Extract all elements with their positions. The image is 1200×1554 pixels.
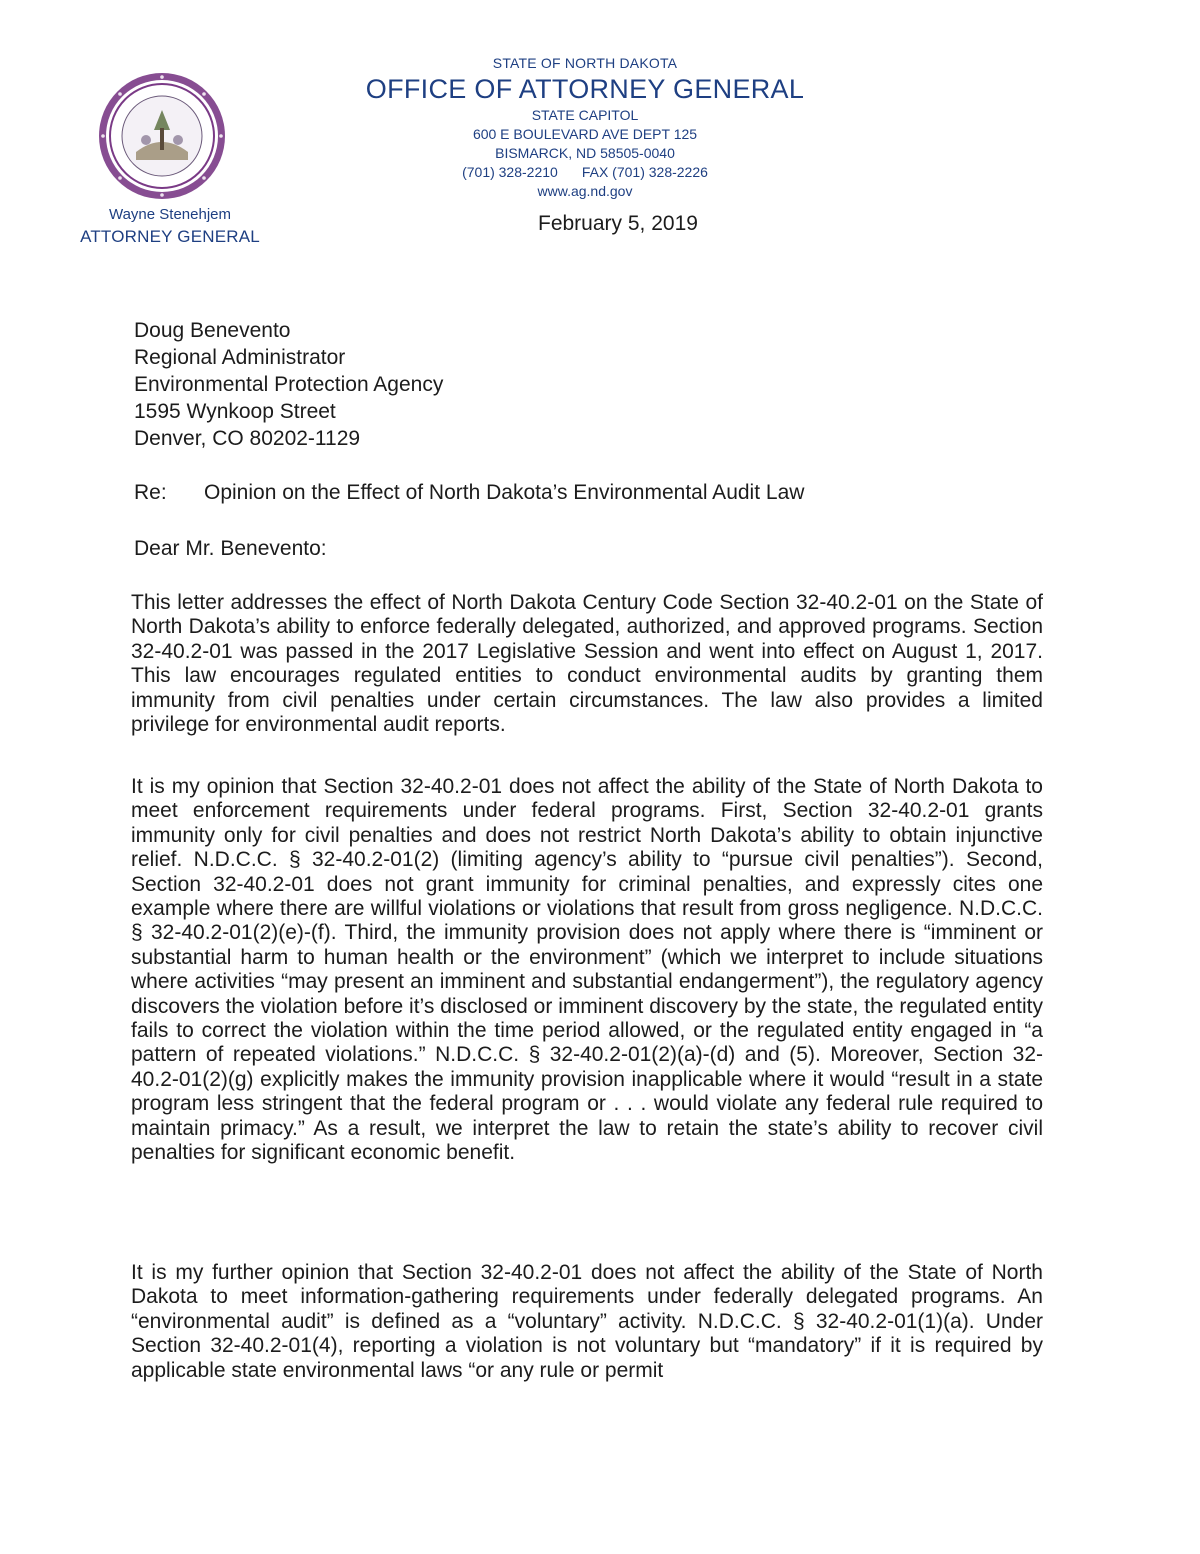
letterhead-office: OFFICE OF ATTORNEY GENERAL bbox=[365, 74, 805, 104]
addressee-line: Environmental Protection Agency bbox=[134, 373, 444, 396]
body-paragraph: This letter addresses the effect of North Dakota Century Code Section 32-40.2-01 on the State of North Dakota’s ability to enforce federally delegated, authorized, and approved programs. Section 32-40.2-01 was passed in the 2017 Legislative Session and went into effect on August 1, 2017. This law encourages regulated entities to conduct environmental audits by granting them immunity from civil penalties under certain circumstances. The law also provides a limited privilege for environmental audit reports. bbox=[131, 591, 1043, 737]
attorney-general-block bbox=[40, 204, 300, 248]
subject-text: Opinion on the Effect of North Dakota’s Environmental Audit Law bbox=[204, 481, 805, 504]
addressee-line: Doug Benevento bbox=[134, 319, 291, 342]
letterhead-website: www.ag.nd.gov bbox=[537, 183, 633, 199]
subject-line bbox=[134, 481, 804, 505]
addressee-line: Regional Administrator bbox=[134, 346, 346, 369]
letterhead-phone-line bbox=[330, 163, 840, 182]
letterhead-street: 600 E BOULEVARD AVE DEPT 125 bbox=[472, 126, 698, 142]
letterhead bbox=[330, 54, 840, 201]
letterhead-state: STATE OF NORTH DAKOTA bbox=[492, 55, 678, 71]
attorney-general-title: ATTORNEY GENERAL bbox=[80, 227, 260, 246]
letter-date: February 5, 2019 bbox=[538, 212, 698, 235]
attorney-general-name: Wayne Stenehjem bbox=[108, 206, 231, 223]
addressee-line: Denver, CO 80202-1129 bbox=[134, 427, 361, 450]
letterhead-building: STATE CAPITOL bbox=[531, 107, 639, 123]
body-paragraph: It is my opinion that Section 32-40.2-01 does not affect the ability of the State of North Dakota to meet enforcement requirements under federal programs. First, Section 32-40.2-01 grants immunity only for civil penalties and does not restrict North Dakota’s ability to obtain injunctive relief. N.D.C.C. § 32-40.2-01(2) (limiting agency’s ability to “pursue civil penalties”). Second, Section 32-40.2-01 does not grant immunity for criminal penalties, and expressly cites one example where there are willful violations or violations that result from gross negligence. N.D.C.C. § 32-40.2-01(2)(e)-(f). Third, the immunity provision does not apply where there is “imminent or substantial harm to human health or the environment” (which we interpret to include situations where activities “may present an imminent and substantial endangerment”), the regulatory agency discovers the violation before it’s disclosed or imminent discovery by the state, the regulated entity fails to correct the violation within the time period allowed, or the regulated entity engaged in “a pattern of repeated violations.” N.D.C.C. § 32-40.2-01(2)(a)-(d) and (5). Moreover, Section 32-40.2-01(2)(g) explicitly makes the immunity provision inapplicable where it would “result in a state program less stringent that the federal program or . . . would violate any federal rule required to maintain primacy.” As a result, we interpret the law to retain the state’s ability to recover civil penalties for significant economic benefit. bbox=[131, 775, 1043, 1165]
body-paragraph: It is my further opinion that Section 32-40.2-01 does not affect the ability of the State of North Dakota to meet information-gathering requirements under federally delegated programs. An “environmental audit” is defined as a “voluntary” activity. N.D.C.C. § 32-40.2-01(1)(a). Under Section 32-40.2-01(4), reporting a violation is not voluntary but “mandatory” if it is required by applicable state environmental laws “or any rule or permit bbox=[131, 1261, 1043, 1382]
subject-label: Re: bbox=[134, 481, 167, 504]
letterhead-phone: (701) 328-2210 bbox=[462, 164, 558, 180]
letterhead-city: BISMARCK, ND 58505-0040 bbox=[495, 145, 675, 161]
letterhead-fax: FAX (701) 328-2226 bbox=[581, 164, 708, 180]
addressee-line: 1595 Wynkoop Street bbox=[134, 400, 336, 423]
salutation: Dear Mr. Benevento: bbox=[134, 537, 327, 560]
state-seal-icon bbox=[96, 70, 228, 202]
addressee-block bbox=[134, 317, 443, 452]
